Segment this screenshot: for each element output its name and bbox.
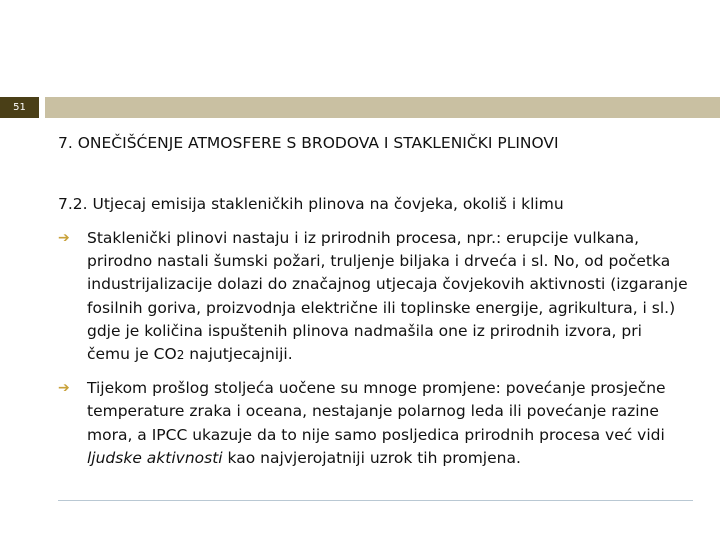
slide-title: 7. ONEČIŠĆENJE ATMOSFERE S BRODOVA I STAKLENIČKI PLINOVI — [58, 134, 559, 152]
co2-subscript: 2 — [176, 348, 185, 363]
footer-divider — [58, 500, 693, 501]
arrow-right-icon: ➔ — [58, 380, 70, 397]
arrow-right-icon: ➔ — [58, 230, 70, 246]
header-bar — [45, 97, 720, 118]
bullet-emphasis: ljudske aktivnosti — [87, 448, 223, 467]
bullet-text-end: najutjecajniji. — [184, 345, 293, 364]
bullet-item — [58, 227, 688, 367]
section-subtitle: 7.2. Utjecaj emisija stakleničkih plinova na čovjeka, okoliš i klimu — [58, 195, 564, 213]
bullet-text: Staklenički plinovi nastaju i iz prirodnih procesa, npr.: erupcije vulkana, prirodno nastali šumski požari, truljenje biljaka i drveća i sl. No, od početka industrijalizacije dolazi do značajnog utjecaja čovjekovih aktivnosti (izgaranje fosilnih goriva, proizvodnja električne ili toplinske energije, agrikultura, i sl.) gdje je količina ispuštenih plinova nadmašila one iz prirodnih izvora, pri čemu je CO — [87, 229, 688, 364]
bullet-text: Tijekom prošlog stoljeća uočene su mnoge promjene: povećanje prosječne temperature zraka i oceana, nestajanje polarnog leda ili povećanje razine mora, a IPCC ukazuje da to nije samo posljedica prirodnih procesa već vidi — [87, 379, 666, 444]
bullet-text-end: kao najvjerojatniji uzrok tih promjena. — [222, 448, 521, 467]
slide-number: 51 — [0, 97, 39, 118]
bullet-item — [58, 377, 688, 470]
bullet-list — [58, 227, 688, 480]
